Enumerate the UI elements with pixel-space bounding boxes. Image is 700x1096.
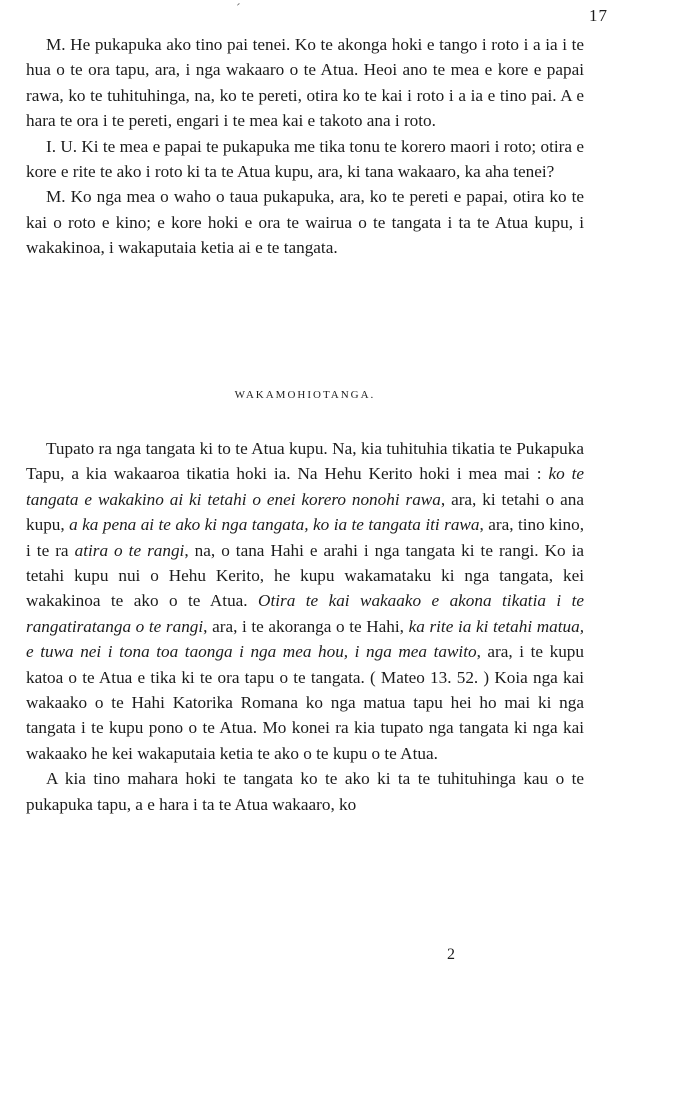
- paragraph: [26, 32, 584, 134]
- paragraph-text: I. U. Ki te mea e papai te pukapuka me tika tonu te korero maori i roto; otira e kore e rite te ako i roto ki ta te Atua kupu, ara, ki tana wakaaro, ka aha tenei?: [26, 136, 584, 182]
- paragraph: [26, 134, 584, 185]
- paragraph-text: , ara, i te kupu katoa o te Atua e tika ki te ora tapu o te tangata. ( Mateo 13. 52. ) Koia nga kai wakaako o te Hahi Katorika Romana ko nga matua tapu hei ho mai ki nga tangata i te kupu pono o te Atua. Mo konei ra kia tupato nga tangata ki nga kai wakaako he kei wakaputaia ketia te ako o te kupu o te Atua.: [26, 642, 584, 763]
- paragraph: [26, 184, 584, 260]
- quote-italic: Otira te kai wakaako e akona tikatia i te rangatiratanga o te rangi: [26, 591, 584, 636]
- quote-italic: ko te tangata e wakakino ai ki tetahi o enei korero nonohi rawa: [26, 464, 584, 509]
- paragraph-text: , ara, i te akoranga o te Hahi,: [203, 616, 404, 636]
- paragraph-text: A kia tino mahara hoki te tangata ko te ako ki ta te tuhituhinga kau o te pukapuka tapu, a e hara i ta te Atua wakaaro, ko: [26, 769, 584, 814]
- paragraph-text: M. Ko nga mea o waho o taua pukapuka, ara, ko te pereti e papai, otira ko te kai o roto e kino; e kore hoki e ora te wairua o te tangata i ta te Atua kupu, i wakakinoa, i wakaputaia ketia ai e te tangata.: [26, 187, 584, 258]
- notice-section: [26, 436, 584, 817]
- corner-mark: ´: [236, 2, 241, 17]
- signature-mark: 2: [447, 946, 455, 963]
- section-heading: WAKAMOHIOTANGA.: [234, 389, 376, 401]
- dialogue-section: [26, 32, 584, 261]
- paragraph-text: , ara, ki tetahi o ana kupu,: [26, 489, 584, 535]
- quote-italic: a ka pena ai te ako ki nga tangata, ko ia te tangata iti rawa: [69, 515, 480, 535]
- page-number: 17: [589, 6, 608, 25]
- paragraph-text: M. He pukapuka ako tino pai tenei. Ko te akonga hoki e tango i roto i a ia i te hua o te ora tapu, ara, i nga wakaaro o te Atua. Heoi ano te mea e kore e papai rawa, ko te tuhituhinga, na, ko te pereti, otira ko te kai i roto i a ia e tino pai. A e hara te ora i te pereti, engari i te mea kai e takoto ana i roto.: [26, 35, 584, 131]
- paragraph-text: , ara, tino kino, i te ra: [26, 515, 584, 560]
- quote-italic: atira o te rangi: [74, 540, 185, 560]
- paragraph: [26, 436, 584, 766]
- paragraph-text: Tupato ra nga tangata ki to te Atua kupu. Na, kia tuhituhia tikatia te Pukapuka Tapu, a kia wakaaroa tikatia hoki ia. Na Hehu Kerito hoki i mea mai :: [26, 439, 584, 484]
- paragraph: [26, 766, 584, 817]
- quote-italic: ka rite ia ki tetahi matua, e tuwa nei i tona toa taonga i nga mea hou, i nga mea tawito: [26, 616, 584, 662]
- paragraph-text: , na, o tana Hahi e arahi i nga tangata ki te rangi. Ko ia tetahi kupu nui o Hehu Kerito, he kupu wakamataku ki nga tangata, kei wakakinoa te ako o te Atua.: [26, 540, 585, 611]
